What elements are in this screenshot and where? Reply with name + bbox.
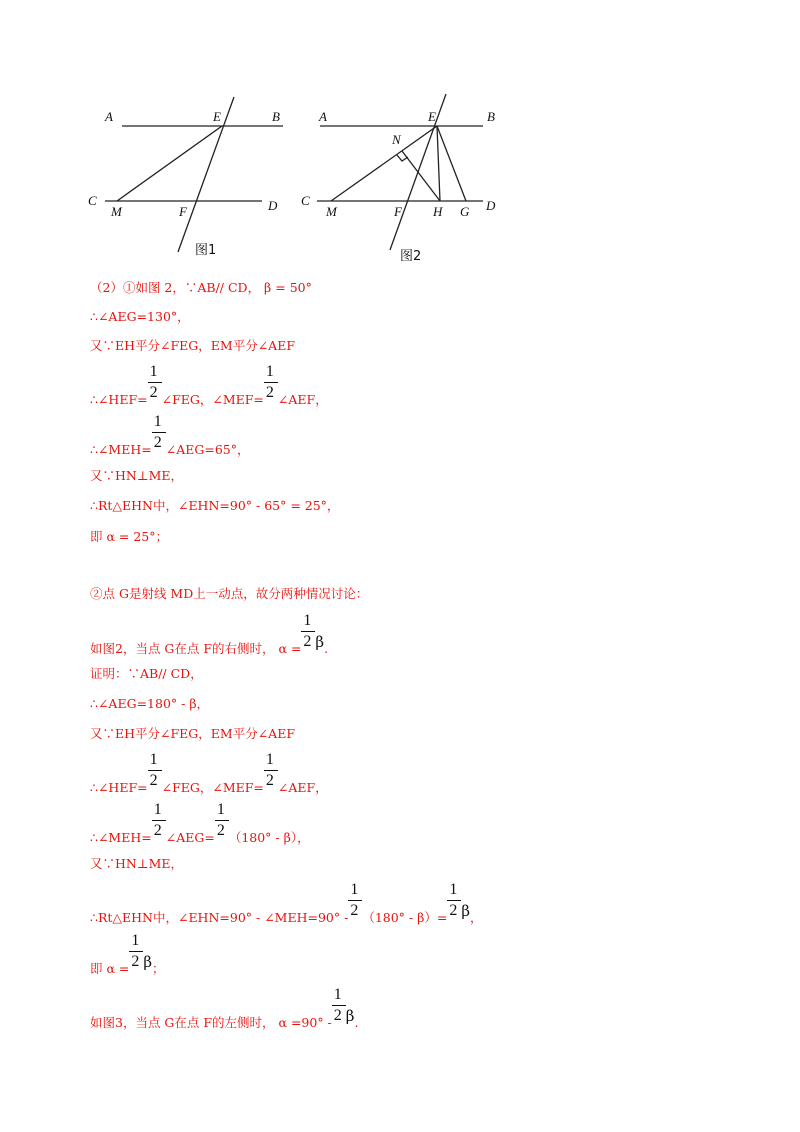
solution-line-19: 如图3，当点 G在点 F的左侧时， α =90° - $\frac{1}{2}$ β. (90, 986, 359, 1030)
solution-line-16: 又∵HN⊥ME， (90, 856, 184, 871)
beta-symbol: β (315, 633, 325, 651)
solution-line-9: ②点 G是射线 MD上一动点，故分两种情况讨论： (90, 586, 369, 601)
segment-eg-fig2 (437, 126, 466, 201)
solution-line-8: 即 α = 25°； (90, 529, 168, 544)
label-c-fig2: C (301, 193, 310, 208)
beta-symbol: β (345, 1007, 355, 1025)
label-n-fig2: N (392, 132, 401, 147)
figure-2-labels (301, 109, 496, 264)
segment-eh-fig2 (437, 126, 440, 201)
label-c-fig1: C (88, 193, 97, 208)
caption-fig2: 图2 (400, 249, 422, 264)
beta-symbol: β (143, 953, 153, 971)
fraction-half: $\frac{1}{2}$ (152, 438, 166, 454)
caption-fig1: 图1 (195, 243, 217, 258)
solution-line-14: ∴∠HEF= $\frac{1}{2}$ ∠FEG，∠MEF= $\frac{1}{2}$ ∠AEF， (90, 751, 328, 795)
label-e-fig1: E (213, 109, 221, 124)
geometry-figures (0, 0, 800, 270)
solution-line-10: 如图2，当点 G在点 F的右侧时， α = $\frac{1}{2}$ β. (90, 612, 329, 656)
solution-line-2: ∴∠AEG=130°， (90, 309, 190, 324)
label-a-fig1: A (105, 109, 113, 124)
label-g-fig2: G (460, 204, 470, 219)
segment-em-fig1 (117, 126, 222, 201)
solution-line-6: 又∵HN⊥ME， (90, 468, 184, 483)
fraction-half: $\frac{1}{2}$ (301, 637, 315, 653)
solution-line-3: 又∵EH平分∠FEG，EM平分∠AEF (90, 338, 296, 353)
fraction-half: $\frac{1}{2}$ (148, 388, 162, 404)
beta-symbol: β (461, 902, 470, 920)
fraction-half: $\frac{1}{2}$ (215, 826, 229, 842)
label-f-fig1: F (179, 204, 187, 219)
figure-2 (317, 94, 483, 250)
figure-1 (105, 97, 283, 252)
solution-line-17: ∴Rt△EHN中，∠EHN=90° - ∠MEH=90° - $\frac{1}{2}$ （180° - β）= $\frac{1}{2}$ β， (90, 881, 483, 925)
label-d-fig1: D (268, 198, 278, 213)
fraction-half: $\frac{1}{2}$ (129, 957, 143, 973)
label-e-fig2: E (428, 109, 436, 124)
fraction-half: $\frac{1}{2}$ (148, 776, 162, 792)
solution-line-18: 即 α = $\frac{1}{2}$ β； (90, 932, 165, 976)
solution-line-12: ∴∠AEG=180° - β， (90, 696, 210, 711)
fraction-half: $\frac{1}{2}$ (447, 906, 461, 922)
label-a-fig2: A (319, 109, 327, 124)
fraction-half: $\frac{1}{2}$ (264, 388, 278, 404)
label-b-fig1: B (272, 109, 280, 124)
fraction-half: $\frac{1}{2}$ (348, 906, 362, 922)
fraction-half: $\frac{1}{2}$ (332, 1011, 346, 1027)
label-h-fig2: H (433, 204, 443, 219)
solution-line-4: ∴∠HEF= $\frac{1}{2}$ ∠FEG，∠MEF= $\frac{1}{2}$ ∠AEF， (90, 363, 328, 407)
fraction-half: $\frac{1}{2}$ (264, 776, 278, 792)
fraction-half: $\frac{1}{2}$ (152, 826, 166, 842)
transversal-fig1 (178, 97, 234, 252)
solution-line-7: ∴Rt△EHN中，∠EHN=90° - 65° = 25°， (90, 498, 340, 513)
label-m-fig1: M (111, 204, 122, 219)
solution-line-15: ∴∠MEH= $\frac{1}{2}$ ∠AEG= $\frac{1}{2}$ （180° - β）， (90, 801, 310, 845)
solution-line-11: 证明：∵AB// CD， (90, 666, 203, 681)
solution-line-5: ∴∠MEH= $\frac{1}{2}$ ∠AEG=65°， (90, 413, 250, 457)
label-b-fig2: B (487, 109, 495, 124)
segment-nh-fig2 (402, 151, 440, 201)
solution-line-13: 又∵EH平分∠FEG，EM平分∠AEF (90, 726, 296, 741)
label-m-fig2: M (326, 204, 337, 219)
label-d-fig2: D (486, 198, 496, 213)
solution-line-1: （2）①如图 2，∵AB// CD， β = 50° (90, 280, 312, 295)
label-f-fig2: F (394, 204, 402, 219)
